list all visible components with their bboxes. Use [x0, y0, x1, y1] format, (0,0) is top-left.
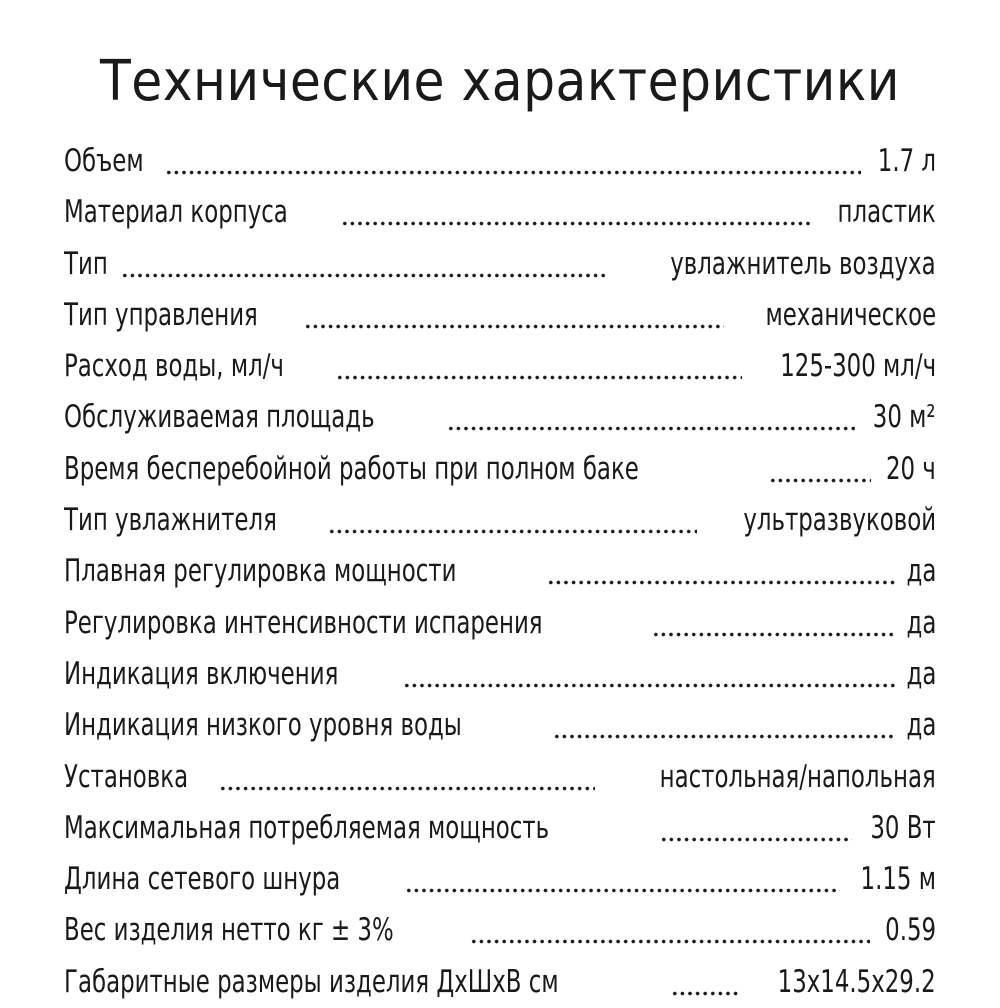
- spec-row: [64, 136, 936, 187]
- spec-label: Плавная регулировка мощности: [64, 553, 457, 590]
- spec-row: [64, 392, 936, 443]
- spec-label: Тип управления: [64, 296, 258, 333]
- spec-value: 13x14.5x29.2: [778, 963, 936, 1000]
- spec-label: Материал корпуса: [64, 194, 288, 231]
- dot-leader: [336, 341, 742, 392]
- spec-row: [64, 495, 936, 546]
- dot-leader: [328, 495, 697, 546]
- dot-leader: [121, 239, 608, 290]
- spec-label: Тип: [64, 245, 108, 282]
- spec-value: да: [906, 553, 936, 590]
- spec-row: [64, 649, 936, 700]
- spec-label: Расход воды, мл/ч: [64, 348, 284, 385]
- spec-row: [64, 546, 936, 597]
- spec-label: Индикация включения: [64, 655, 339, 692]
- dot-leader: [341, 187, 812, 238]
- spec-value: 30 Вт: [870, 809, 936, 846]
- dot-leader: [219, 752, 595, 803]
- dot-leader: [547, 546, 896, 597]
- spec-label: Индикация низкого уровня воды: [64, 707, 462, 744]
- dot-leader: [769, 444, 871, 495]
- spec-row: [64, 444, 936, 495]
- spec-value: 1.15 м: [860, 861, 936, 898]
- dot-leader: [671, 957, 739, 1008]
- spec-label: Время бесперебойной работы при полном баке: [64, 450, 639, 487]
- spec-value: да: [906, 655, 936, 692]
- dot-leader: [403, 649, 896, 700]
- spec-value: пластик: [837, 194, 936, 231]
- spec-label: Тип увлажнителя: [64, 502, 277, 539]
- spec-row: [64, 290, 936, 341]
- dot-leader: [553, 700, 895, 751]
- dot-leader: [652, 598, 896, 649]
- spec-row: [64, 187, 936, 238]
- spec-label: Обслуживаемая площадь: [64, 399, 375, 436]
- spec-value: увлажнитель воздуха: [670, 245, 936, 282]
- spec-label: Габаритные размеры изделия ДхШхВ см: [64, 963, 559, 1000]
- spec-value: 30 м²: [873, 399, 936, 436]
- spec-value: да: [906, 604, 936, 641]
- spec-label: Установка: [64, 758, 189, 795]
- spec-row: [64, 905, 936, 956]
- spec-row: [64, 239, 936, 290]
- spec-value: механическое: [765, 296, 936, 333]
- spec-value: 125-300 мл/ч: [780, 348, 936, 385]
- spec-row: [64, 854, 936, 905]
- spec-value: настольная/напольная: [659, 758, 936, 795]
- page-title: Технические характеристики: [100, 49, 900, 114]
- spec-label: Регулировка интенсивности испарения: [64, 604, 543, 641]
- spec-row: [64, 957, 936, 1008]
- dot-leader: [405, 854, 840, 905]
- dot-leader: [165, 136, 861, 187]
- dot-leader: [660, 803, 853, 854]
- spec-row: [64, 341, 936, 392]
- dot-leader: [304, 290, 723, 341]
- spec-value: 20 ч: [886, 450, 936, 487]
- spec-value: да: [906, 707, 936, 744]
- spec-value: 0.59: [885, 912, 936, 949]
- spec-row: [64, 700, 936, 751]
- spec-label: Максимальная потребляемая мощность: [64, 809, 550, 846]
- spec-value: ультразвуковой: [743, 502, 936, 539]
- spec-label: Объем: [64, 143, 144, 179]
- dot-leader: [447, 392, 856, 443]
- spec-row: [64, 598, 936, 649]
- spec-row: [64, 752, 936, 803]
- dot-leader: [470, 905, 870, 956]
- spec-list: [64, 136, 936, 1008]
- spec-label: Вес изделия нетто кг ± 3%: [64, 912, 394, 949]
- spec-label: Длина сетевого шнура: [64, 861, 341, 898]
- spec-value: 1.7 л: [877, 143, 936, 179]
- spec-row: [64, 803, 936, 854]
